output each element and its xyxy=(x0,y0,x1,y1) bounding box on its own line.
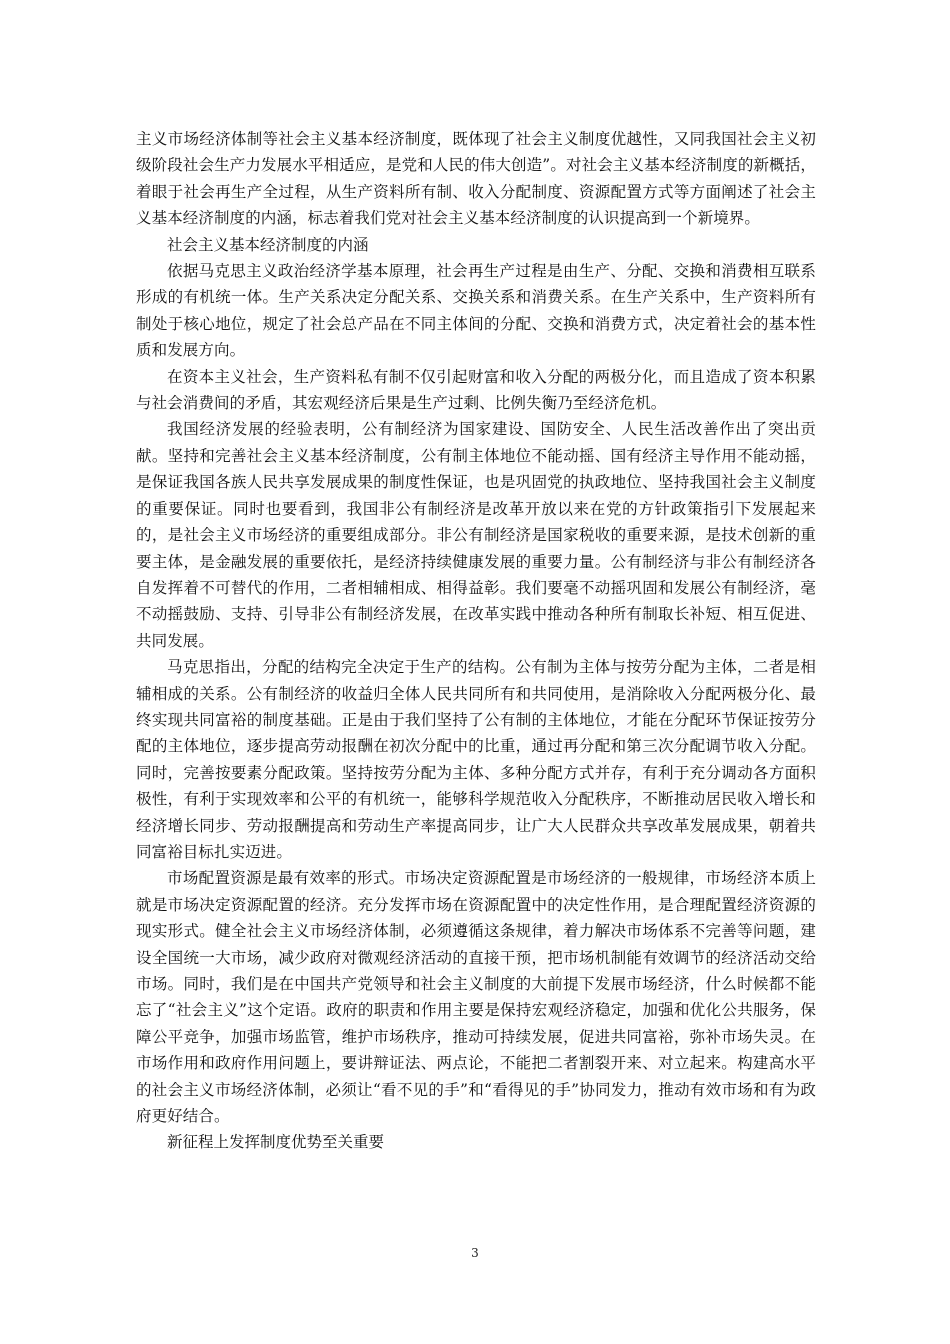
section-heading-new-journey: 新征程上发挥制度优势至关重要 xyxy=(167,1133,385,1152)
paragraph-capitalist-society: 在资本主义社会，生产资料私有制不仅引起财富和收入分配的两极分化，而且造成了资本积累与社会消费间的矛盾，其宏观经济后果是生产过剩、比例失衡乃至经济危机。 xyxy=(136,367,816,413)
page-number: 3 xyxy=(471,1246,479,1260)
paragraph-public-ownership: 我国经济发展的经验表明，公有制经济为国家建设、国防安全、人民生活改善作出了突出贡献。坚持和完善社会主义基本经济制度，公有制主体地位不能动摇、国有经济主导作用不能动摇，是保证我国各族人民共享发展成果的制度性保证，也是巩固党的执政地位、坚持我国社会主义制度的重要保证。同时也要看到，我国非公有制经济是改革开放以来在党的方针政策指引下发展起来的，是社会主义市场经济的重要组成部分。非公有制经济是国家税收的重要来源，是技术创新的重要主体，是金融发展的重要依托，是经济持续健康发展的重要力量。公有制经济与非公有制经济各自发挥着不可替代的作用，二者相辅相成、相得益彰。我们要毫不动摇巩固和发展公有制经济，毫不动摇鼓励、支持、引导非公有制经济发展，在改革实践中推动各种所有制取长补短、相互促进、共同发展。 xyxy=(136,420,816,650)
document-page xyxy=(136,126,816,1156)
paragraph-reproduction-process: 依据马克思主义政治经济学基本原理，社会再生产过程是由生产、分配、交换和消费相互联系形成的有机统一体。生产关系决定分配关系、交换关系和消费关系。在生产关系中，生产资料所有制处于核心地位，规定了社会总产品在不同主体间的分配、交换和消费方式，决定着社会的基本性质和发展方向。 xyxy=(136,262,816,360)
paragraph-market-allocation: 市场配置资源是最有效率的形式。市场决定资源配置是市场经济的一般规律，市场经济本质上就是市场决定资源配置的经济。充分发挥市场在资源配置中的决定性作用，是合理配置经济资源的现实形式。健全社会主义市场经济体制，必须遵循这条规律，着力解决市场体系不完善等问题，建设全国统一大市场，减少政府对微观经济活动的直接干预，把市场机制能有效调节的经济活动交给市场。同时，我们是在中国共产党领导和社会主义制度的大前提下发展市场经济，什么时候都不能忘了“社会主义”这个定语。政府的职责和作用主要是保持宏观经济稳定，加强和优化公共服务，保障公平竞争，加强市场监管，维护市场秩序，推动可持续发展，促进共同富裕，弥补市场失灵。在市场作用和政府作用问题上，要讲辩证法、两点论，不能把二者割裂开来、对立起来。构建高水平的社会主义市场经济体制，必须让“看不见的手”和“看得见的手”协同发力，推动有效市场和有为政府更好结合。 xyxy=(136,869,816,1126)
section-heading-connotation: 社会主义基本经济制度的内涵 xyxy=(167,235,369,254)
paragraph-intro-continuation: 主义市场经济体制等社会主义基本经济制度，既体现了社会主义制度优越性，又同我国社会主义初级阶段社会生产力发展水平相适应，是党和人民的伟大创造”。对社会主义基本经济制度的新概括，着眼于社会再生产全过程，从生产资料所有制、收入分配制度、资源配置方式等方面阐述了社会主义基本经济制度的内涵，标志着我们党对社会主义基本经济制度的认识提高到一个新境界。 xyxy=(136,130,816,228)
paragraph-distribution: 马克思指出，分配的结构完全决定于生产的结构。公有制为主体与按劳分配为主体，二者是相辅相成的关系。公有制经济的收益归全体人民共同所有和共同使用，是消除收入分配两极分化、最终实现共同富裕的制度基础。正是由于我们坚持了公有制的主体地位，才能在分配环节保证按劳分配的主体地位，逐步提高劳动报酬在初次分配中的比重，通过再分配和第三次分配调节收入分配。同时，完善按要素分配政策。坚持按劳分配为主体、多种分配方式并存，有利于充分调动各方面积极性，有利于实现效率和公平的有机统一，能够科学规范收入分配秩序，不断推动居民收入增长和经济增长同步、劳动报酬提高和劳动生产率提高同步，让广大人民群众共享改革发展成果，朝着共同富裕目标扎实迈进。 xyxy=(136,658,816,861)
